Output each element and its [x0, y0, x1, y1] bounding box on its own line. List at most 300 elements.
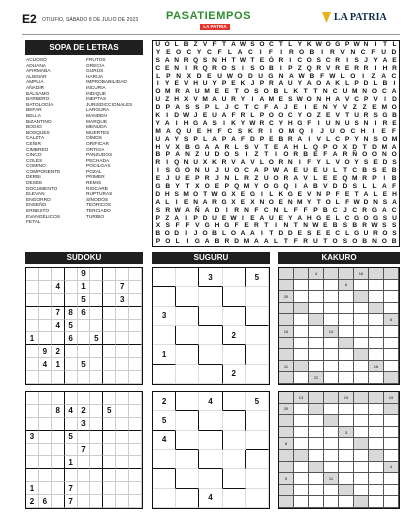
grid-cell[interactable]	[52, 495, 65, 508]
soup-letter[interactable]: N	[362, 88, 368, 96]
soup-letter[interactable]: L	[345, 80, 350, 88]
soup-letter[interactable]: S	[382, 198, 388, 206]
soup-letter[interactable]: G	[155, 183, 161, 191]
soup-letter[interactable]: G	[287, 190, 293, 198]
soup-letter[interactable]: M	[381, 143, 388, 151]
soup-letter[interactable]: P	[344, 41, 350, 48]
grid-cell[interactable]	[129, 405, 142, 418]
soup-letter[interactable]: D	[155, 104, 161, 112]
grid-cell[interactable]	[246, 365, 269, 384]
grid-cell[interactable]	[103, 418, 116, 431]
grid-cell[interactable]	[129, 431, 142, 444]
soup-letter[interactable]: W	[371, 222, 378, 230]
soup-letter[interactable]: T	[203, 190, 208, 198]
soup-letter[interactable]: E	[323, 222, 328, 230]
soup-letter[interactable]: W	[329, 72, 336, 80]
grid-cell[interactable]	[39, 469, 52, 482]
grid-cell[interactable]	[129, 320, 142, 333]
grid-cell[interactable]	[39, 482, 52, 495]
soup-letter[interactable]: E	[323, 175, 328, 183]
soup-letter[interactable]: D	[196, 72, 202, 80]
soup-letter[interactable]: C	[381, 88, 387, 96]
grid-cell[interactable]	[246, 307, 269, 326]
soup-letter[interactable]: N	[363, 119, 369, 127]
soup-letter[interactable]: F	[264, 104, 269, 112]
soup-letter[interactable]: D	[214, 206, 220, 214]
soup-letter[interactable]: O	[306, 96, 312, 104]
soup-letter[interactable]: V	[325, 64, 331, 72]
kakuro-cell[interactable]	[354, 427, 369, 439]
soup-letter[interactable]: E	[244, 222, 249, 230]
grid-cell[interactable]	[223, 307, 246, 326]
soup-letter[interactable]: B	[212, 230, 217, 238]
grid-cell[interactable]	[26, 392, 39, 405]
grid-cell[interactable]: 1	[65, 456, 78, 469]
kakuro-cell[interactable]	[324, 361, 339, 373]
soup-letter[interactable]: R	[329, 48, 335, 56]
soup-letter[interactable]: T	[250, 56, 255, 64]
grid-cell[interactable]	[90, 405, 103, 418]
soup-letter[interactable]: V	[193, 96, 198, 104]
soup-letter[interactable]: I	[393, 80, 396, 88]
soup-letter[interactable]: R	[335, 64, 341, 72]
kakuro-cell[interactable]	[309, 338, 324, 350]
soup-letter[interactable]: I	[374, 119, 377, 127]
soup-letter[interactable]: T	[269, 230, 274, 238]
soup-letter[interactable]: G	[249, 190, 255, 198]
grid-cell[interactable]: 7	[65, 482, 78, 495]
grid-cell[interactable]	[246, 326, 269, 345]
soup-letter[interactable]: F	[307, 119, 312, 127]
soup-letter[interactable]: Y	[155, 48, 161, 56]
soup-letter[interactable]: L	[373, 190, 378, 198]
grid-cell[interactable]: 5	[78, 358, 91, 371]
soup-letter[interactable]: J	[215, 167, 219, 175]
soup-letter[interactable]: R	[224, 143, 230, 151]
suguru-grid-bottom[interactable]	[152, 391, 270, 509]
soup-letter[interactable]: N	[322, 104, 328, 112]
grid-cell[interactable]: 5	[65, 320, 78, 333]
kakuro-cell[interactable]	[309, 349, 324, 361]
kakuro-cell[interactable]	[324, 427, 339, 439]
grid-cell[interactable]: 2	[26, 495, 39, 508]
soup-letter[interactable]: T	[345, 112, 350, 120]
grid-cell[interactable]	[90, 294, 103, 307]
grid-cell[interactable]	[78, 332, 91, 345]
kakuro-cell[interactable]	[324, 450, 339, 462]
soup-letter[interactable]: U	[217, 72, 222, 80]
kakuro-cell[interactable]	[294, 462, 309, 474]
soup-letter[interactable]: A	[283, 167, 289, 175]
soup-letter[interactable]: Y	[278, 119, 284, 127]
soup-letter[interactable]: K	[231, 119, 236, 127]
soup-letter[interactable]: O	[340, 127, 346, 135]
kakuro-cell[interactable]	[369, 291, 384, 303]
soup-letter[interactable]: E	[166, 48, 171, 56]
kakuro-cell[interactable]	[294, 496, 309, 508]
grid-cell[interactable]	[103, 294, 116, 307]
soup-letter[interactable]: U	[392, 214, 397, 222]
kakuro-cell[interactable]	[339, 372, 354, 384]
kakuro-cell[interactable]	[354, 462, 369, 474]
soup-letter[interactable]: A	[165, 127, 171, 135]
soup-letter[interactable]: A	[283, 143, 289, 151]
soup-letter[interactable]: F	[392, 183, 397, 191]
soup-letter[interactable]: H	[155, 143, 161, 151]
grid-cell[interactable]	[176, 431, 199, 450]
soup-letter[interactable]: I	[279, 64, 282, 72]
soup-letter[interactable]: O	[243, 88, 250, 96]
grid-cell[interactable]	[103, 392, 116, 405]
soup-letter[interactable]: M	[155, 127, 161, 135]
grid-cell[interactable]	[103, 345, 116, 358]
soup-letter[interactable]: I	[251, 96, 254, 104]
soup-letter[interactable]: C	[391, 72, 397, 80]
grid-cell[interactable]	[129, 418, 142, 431]
grid-cell[interactable]: 2	[223, 365, 246, 384]
soup-letter[interactable]: D	[391, 48, 397, 56]
soup-letter[interactable]: I	[156, 80, 159, 88]
soup-letter[interactable]: N	[372, 238, 377, 246]
soup-letter[interactable]: L	[165, 198, 170, 206]
kakuro-cell[interactable]	[354, 280, 369, 292]
grid-cell[interactable]	[26, 294, 39, 307]
soup-letter[interactable]: S	[373, 112, 378, 120]
soup-letter[interactable]: R	[212, 198, 217, 206]
kakuro-cell[interactable]	[339, 314, 354, 326]
soup-letter[interactable]: L	[345, 230, 350, 238]
soup-letter[interactable]: O	[299, 48, 305, 56]
soup-letter[interactable]: A	[273, 104, 279, 112]
soup-letter[interactable]: C	[287, 112, 293, 120]
kakuro-cell[interactable]	[369, 473, 384, 485]
soup-letter[interactable]: O	[259, 64, 265, 72]
soup-letter[interactable]: T	[382, 41, 387, 48]
sudoku-grid-top[interactable]	[25, 267, 143, 385]
soup-letter[interactable]: N	[287, 159, 293, 167]
grid-cell[interactable]	[39, 405, 52, 418]
soup-letter[interactable]: L	[274, 238, 279, 246]
soup-letter[interactable]: O	[371, 151, 378, 159]
soup-letter[interactable]: T	[264, 222, 269, 230]
soup-letter[interactable]: E	[278, 198, 284, 206]
soup-letter[interactable]: O	[263, 183, 269, 191]
soup-letter[interactable]: Y	[354, 159, 359, 167]
soup-letter[interactable]: I	[321, 48, 324, 56]
grid-cell[interactable]	[129, 444, 142, 457]
grid-cell[interactable]	[103, 482, 116, 495]
grid-cell[interactable]: 7	[52, 307, 65, 320]
soup-letter[interactable]: A	[392, 198, 397, 206]
soup-letter[interactable]: A	[231, 41, 236, 48]
soup-letter[interactable]: F	[345, 198, 350, 206]
soup-letter[interactable]: R	[362, 206, 368, 214]
soup-letter[interactable]: O	[184, 167, 191, 175]
soup-letter[interactable]: A	[306, 80, 312, 88]
soup-letter[interactable]: L	[372, 183, 377, 191]
soup-letter[interactable]: G	[268, 72, 274, 80]
soup-letter[interactable]: J	[193, 112, 198, 120]
soup-letter[interactable]: N	[303, 222, 308, 230]
grid-cell[interactable]	[26, 456, 39, 469]
soup-letter[interactable]: A	[259, 214, 265, 222]
soup-letter[interactable]: S	[316, 56, 321, 64]
soup-letter[interactable]: T	[234, 88, 239, 96]
soup-letter[interactable]: O	[306, 112, 312, 120]
soup-letter[interactable]: L	[156, 72, 161, 80]
kakuro-cell[interactable]	[324, 438, 339, 450]
grid-cell[interactable]	[52, 469, 65, 482]
soup-letter[interactable]: E	[183, 198, 189, 206]
soup-letter[interactable]: A	[231, 135, 236, 143]
soup-letter[interactable]: F	[323, 151, 328, 159]
soup-letter[interactable]: O	[202, 230, 208, 238]
soup-letter[interactable]: O	[193, 190, 199, 198]
soup-letter[interactable]: L	[326, 159, 331, 167]
soup-letter[interactable]: U	[175, 175, 180, 183]
grid-cell[interactable]: 7	[116, 281, 129, 294]
soup-letter[interactable]: S	[363, 159, 369, 167]
soup-letter[interactable]: S	[382, 222, 387, 230]
grid-cell[interactable]	[223, 345, 246, 364]
soup-letter[interactable]: N	[381, 151, 387, 159]
soup-letter[interactable]: L	[234, 143, 239, 151]
grid-cell[interactable]	[90, 431, 103, 444]
grid-cell[interactable]: 2	[52, 345, 65, 358]
soup-letter[interactable]: O	[325, 198, 331, 206]
grid-cell[interactable]	[26, 371, 39, 384]
soup-letter[interactable]: U	[258, 72, 263, 80]
soup-letter[interactable]: K	[293, 88, 299, 96]
soup-letter[interactable]: E	[344, 64, 350, 72]
soup-letter[interactable]: M	[288, 127, 295, 135]
grid-cell[interactable]	[153, 287, 176, 306]
grid-cell[interactable]: 4	[199, 489, 222, 508]
soup-letter[interactable]: Y	[240, 119, 246, 127]
soup-letter[interactable]: P	[155, 214, 160, 222]
kakuro-cell[interactable]	[369, 438, 384, 450]
soup-letter[interactable]: G	[316, 214, 322, 222]
grid-cell[interactable]	[39, 281, 52, 294]
kakuro-cell[interactable]	[324, 314, 339, 326]
soup-letter[interactable]: O	[164, 230, 170, 238]
soup-letter[interactable]: U	[313, 238, 318, 246]
kakuro-cell[interactable]	[384, 496, 399, 508]
soup-letter[interactable]: Z	[165, 96, 170, 104]
soup-letter[interactable]: H	[183, 119, 189, 127]
kakuro-cell[interactable]	[309, 326, 324, 338]
soup-letter[interactable]: R	[316, 64, 322, 72]
grid-cell[interactable]: 8	[52, 405, 65, 418]
soup-letter[interactable]: B	[392, 112, 397, 120]
soup-letter[interactable]: U	[212, 112, 217, 120]
kakuro-cell[interactable]	[294, 349, 309, 361]
soup-letter[interactable]: A	[240, 230, 246, 238]
kakuro-cell[interactable]	[369, 338, 384, 350]
soup-letter[interactable]: E	[325, 230, 331, 238]
soup-letter[interactable]: H	[193, 80, 198, 88]
soup-letter[interactable]: D	[278, 230, 284, 238]
grid-cell[interactable]	[246, 287, 269, 306]
soup-letter[interactable]: N	[363, 41, 369, 48]
grid-cell[interactable]	[129, 281, 142, 294]
soup-letter[interactable]: C	[335, 135, 341, 143]
soup-letter[interactable]: A	[164, 135, 170, 143]
soup-letter[interactable]: J	[364, 56, 368, 64]
grid-cell[interactable]: 5	[90, 332, 103, 345]
soup-letter[interactable]: N	[174, 56, 180, 64]
soup-letter[interactable]: I	[346, 56, 349, 64]
soup-letter[interactable]: E	[259, 56, 265, 64]
soup-letter[interactable]: R	[363, 112, 369, 120]
soup-letter[interactable]: G	[372, 214, 379, 222]
grid-cell[interactable]	[52, 371, 65, 384]
soup-letter[interactable]: A	[212, 135, 217, 143]
grid-cell[interactable]	[116, 444, 129, 457]
grid-cell[interactable]	[199, 431, 222, 450]
soup-letter[interactable]: H	[392, 190, 397, 198]
kakuro-cell[interactable]	[339, 326, 354, 338]
soup-letter[interactable]: O	[176, 48, 182, 56]
soup-letter[interactable]: Y	[307, 198, 312, 206]
soup-letter[interactable]: I	[298, 159, 301, 167]
soup-letter[interactable]: X	[250, 198, 255, 206]
soup-letter[interactable]: R	[234, 206, 240, 214]
grid-cell[interactable]	[223, 489, 246, 508]
soup-letter[interactable]: H	[306, 214, 312, 222]
soup-letter[interactable]: W	[239, 56, 247, 64]
soup-letter[interactable]: P	[288, 64, 293, 72]
soup-letter[interactable]: E	[214, 183, 220, 191]
soup-letter[interactable]: X	[175, 143, 180, 151]
kakuro-cell[interactable]	[324, 496, 339, 508]
soup-letter[interactable]: S	[392, 159, 397, 167]
soup-letter[interactable]: E	[250, 214, 255, 222]
soup-letter[interactable]: I	[304, 104, 307, 112]
soup-letter[interactable]: B	[391, 238, 397, 246]
soup-letter[interactable]: D	[202, 214, 208, 222]
soup-letter[interactable]: E	[372, 104, 377, 112]
soup-letter[interactable]: R	[253, 222, 259, 230]
soup-letter[interactable]: J	[320, 127, 324, 135]
grid-cell[interactable]	[103, 431, 116, 444]
soup-letter[interactable]: O	[382, 135, 388, 143]
soup-letter[interactable]: N	[316, 190, 322, 198]
soup-letter[interactable]: A	[288, 72, 294, 80]
soup-letter[interactable]: S	[288, 96, 293, 104]
soup-letter[interactable]: A	[164, 119, 170, 127]
soup-letter[interactable]: U	[155, 135, 161, 143]
soup-letter[interactable]: O	[164, 41, 170, 48]
soup-letter[interactable]: O	[382, 230, 388, 238]
soup-letter[interactable]: T	[362, 143, 367, 151]
soup-letter[interactable]: U	[193, 159, 198, 167]
soup-letter[interactable]: I	[166, 159, 169, 167]
sudoku-grid-bottom[interactable]	[25, 391, 143, 509]
grid-cell[interactable]: 8	[65, 307, 78, 320]
soup-letter[interactable]: E	[381, 127, 386, 135]
kakuro-cell[interactable]	[324, 462, 339, 474]
soup-letter[interactable]: E	[207, 72, 212, 80]
soup-letter[interactable]: E	[392, 56, 397, 64]
grid-cell[interactable]	[39, 371, 52, 384]
grid-cell[interactable]	[246, 489, 269, 508]
kakuro-cell[interactable]	[339, 361, 354, 373]
soup-letter[interactable]: U	[204, 151, 210, 159]
soup-letter[interactable]: B	[313, 183, 318, 191]
soup-letter[interactable]: L	[234, 175, 239, 183]
soup-letter[interactable]: B	[273, 88, 279, 96]
soup-letter[interactable]: O	[268, 159, 274, 167]
grid-cell[interactable]	[52, 482, 65, 495]
kakuro-cell[interactable]	[384, 303, 399, 315]
soup-letter[interactable]: L	[303, 143, 308, 151]
kakuro-cell[interactable]	[339, 404, 354, 416]
soup-letter[interactable]: S	[382, 214, 388, 222]
soup-letter[interactable]: H	[164, 190, 170, 198]
soup-letter[interactable]: S	[342, 222, 348, 230]
soup-letter[interactable]: R	[193, 64, 198, 72]
soup-letter[interactable]: R	[165, 206, 171, 214]
soup-letter[interactable]: L	[175, 238, 180, 246]
soup-letter[interactable]: U	[325, 119, 331, 127]
grid-cell[interactable]	[39, 392, 52, 405]
soup-letter[interactable]: S	[234, 151, 239, 159]
soup-letter[interactable]: A	[253, 238, 259, 246]
kakuro-cell[interactable]	[369, 326, 384, 338]
grid-cell[interactable]	[223, 450, 246, 469]
soup-letter[interactable]: D	[250, 135, 255, 143]
grid-cell[interactable]	[65, 371, 78, 384]
soup-letter[interactable]: Y	[212, 80, 217, 88]
soup-letter[interactable]: I	[185, 230, 188, 238]
soup-letter[interactable]: A	[164, 56, 170, 64]
soup-letter[interactable]: N	[363, 135, 369, 143]
soup-letter[interactable]: N	[287, 198, 293, 206]
soup-letter[interactable]: A	[253, 167, 259, 175]
grid-cell[interactable]	[90, 418, 103, 431]
soup-letter[interactable]: O	[381, 238, 387, 246]
soup-letter[interactable]: M	[243, 183, 250, 191]
soup-letter[interactable]: N	[183, 159, 189, 167]
soup-letter[interactable]: F	[217, 127, 222, 135]
grid-cell[interactable]	[129, 345, 142, 358]
soup-letter[interactable]: S	[174, 190, 179, 198]
soup-letter[interactable]: D	[392, 96, 397, 104]
soup-letter[interactable]: X	[195, 183, 200, 191]
soup-letter[interactable]: W	[312, 222, 319, 230]
kakuro-cell[interactable]	[354, 372, 369, 384]
grid-cell[interactable]	[103, 469, 116, 482]
soup-letter[interactable]: S	[155, 56, 160, 64]
soup-letter[interactable]: A	[175, 151, 180, 159]
soup-letter[interactable]: P	[259, 112, 265, 120]
soup-letter[interactable]: I	[225, 206, 228, 214]
soup-letter[interactable]: A	[174, 214, 180, 222]
soup-letter[interactable]: C	[268, 119, 274, 127]
soup-letter[interactable]: U	[224, 167, 230, 175]
grid-cell[interactable]	[129, 495, 142, 508]
soup-letter[interactable]: T	[354, 190, 359, 198]
kakuro-cell[interactable]	[294, 326, 309, 338]
soup-letter[interactable]: A	[212, 96, 217, 104]
soup-letter[interactable]: I	[175, 119, 178, 127]
kakuro-cell[interactable]	[354, 485, 369, 497]
grid-cell[interactable]: 6	[78, 307, 91, 320]
grid-cell[interactable]	[153, 268, 176, 287]
kakuro-cell[interactable]	[294, 415, 309, 427]
soup-letter[interactable]: R	[244, 175, 249, 183]
